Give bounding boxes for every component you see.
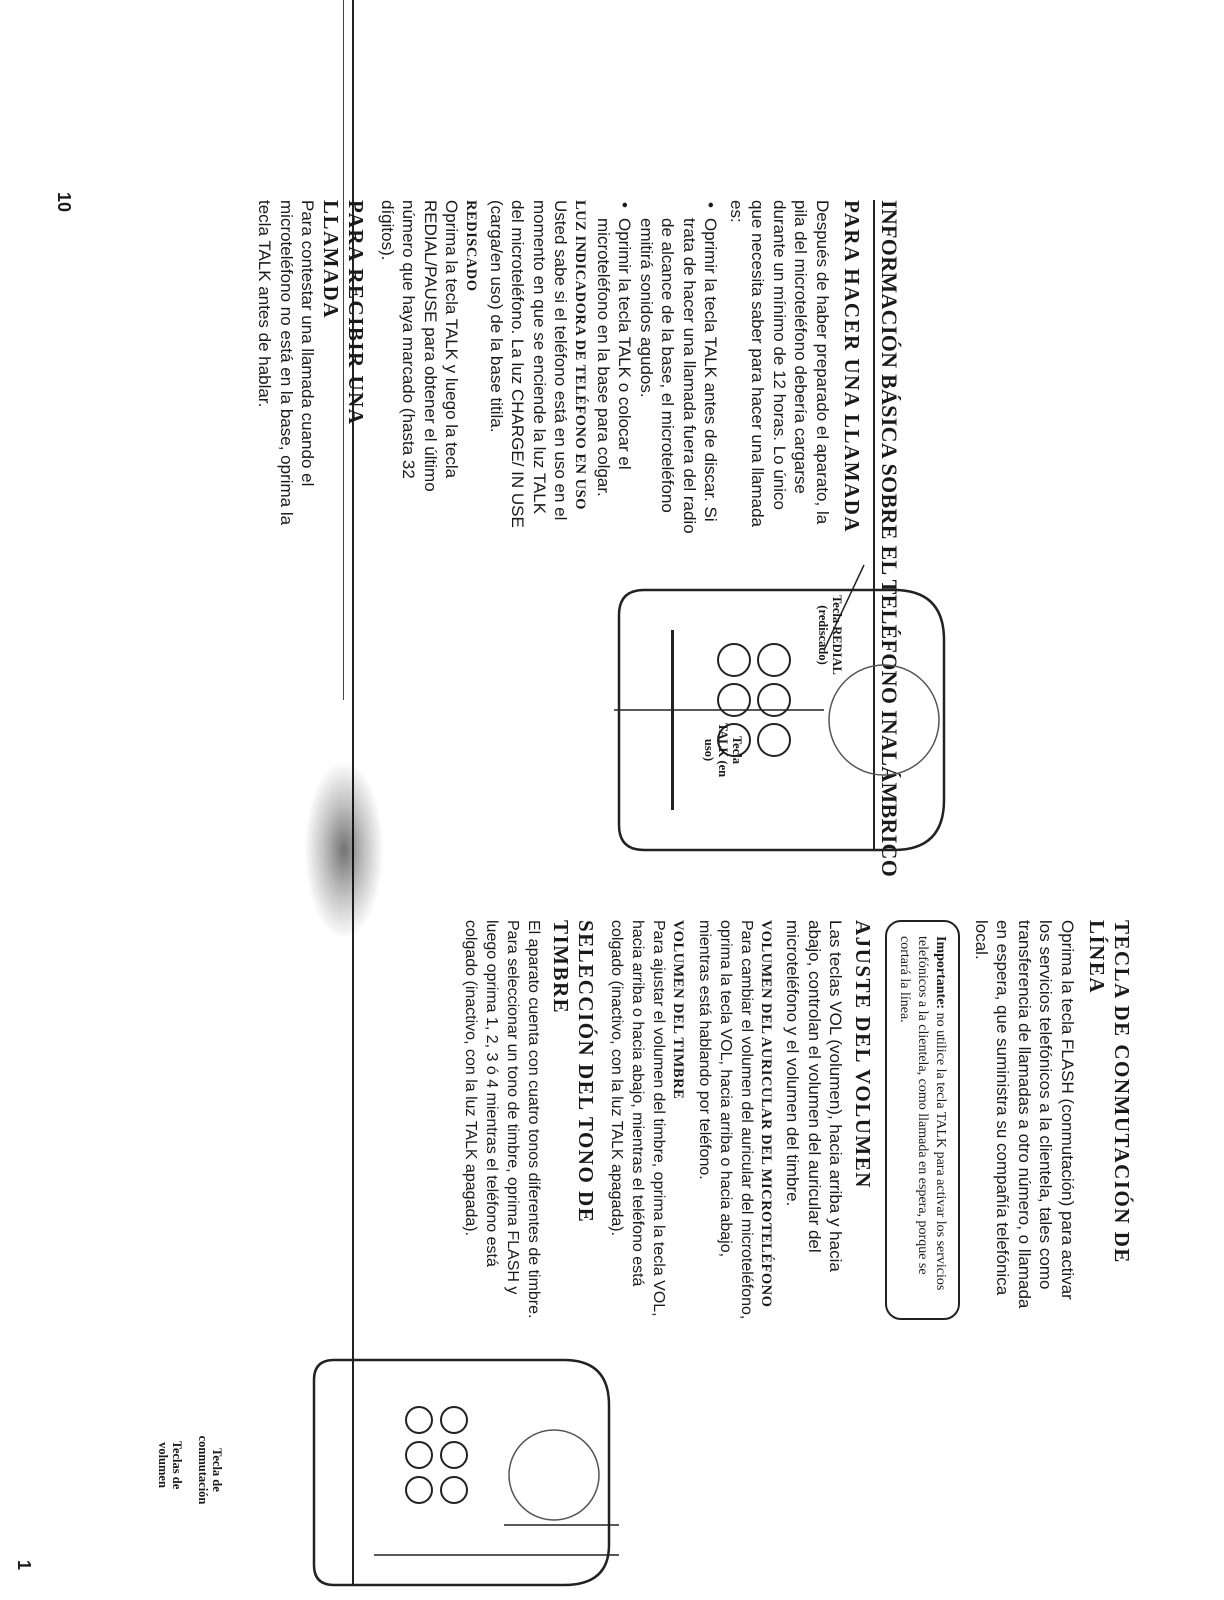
section-heading: AJUSTE DEL VOLUMEN	[851, 920, 876, 1189]
handset-figure-left	[604, 560, 964, 860]
section-body: El aparato cuenta con cuatro tonos diferentes de timbre. Para seleccionar un tono de timbre, oprima FLASH y luego oprima 1, 2, 3 ó 4 mientras el teléfono está colgado (inactivo, con la luz TALK apagada).	[462, 920, 542, 1319]
importante-box	[886, 920, 961, 1320]
right-column	[460, 920, 1134, 1320]
section-body: Oprima la tecla FLASH (conmutación) para activar los servicios telefónicos a la clientela, tales como transferencia de llamadas a otro número, o llamada en espera, que suministra su compañía telefónica local.	[972, 920, 1077, 1309]
bullet-list	[593, 200, 722, 540]
callout-redial: Tecla REDIAL (rediscado)	[816, 595, 844, 675]
scan-shadow	[304, 760, 384, 940]
section-body: Para ajustar el volumen del timbre, oprima la tecla VOL, hacia arriba o hacia abajo, mientras el teléfono está colgado (inactivo, con la luz TALK apagada).	[608, 920, 667, 1317]
page-number-left: 10	[54, 192, 74, 213]
section-body: Oprima la tecla TALK y luego la tecla REDIAL/PAUSE para obtener el último número que haya marcado (hasta 32 dígitos).	[378, 200, 462, 492]
section-heading: SELECCIÓN DEL TONO DE TIMBRE	[549, 920, 598, 1224]
section-body: Para contestar una llamada cuando el microteléfono no está en la base, oprima la tecla TALK antes de hablar.	[255, 200, 318, 526]
section-heading: VOLUMEN DEL TIMBRE	[670, 920, 686, 1100]
page-number-right: 1	[14, 1560, 34, 1571]
section-body: Para cambiar el volumen del auricular del microteléfono, oprima la tecla VOL, hacia arriba o hacia abajo, mientras está hablando por teléfono.	[696, 920, 755, 1320]
section-heading: VOLUMEN DEL AURICULAR DEL MICROTELÉFONO	[758, 920, 774, 1308]
section-heading: TECLA DE CONMUTACIÓN DE LÍNEA	[1085, 920, 1134, 1264]
callout-flash: Tecla de conmutación	[196, 1435, 224, 1505]
bullet-item: • Oprimir la tecla TALK antes de discar. Si trata de hacer una llamada fuera del radio de alcance de la base, el microteléfono emitirá sonidos agudos.	[636, 218, 722, 540]
section-intro: Después de haber preparado el aparato, la pila del microteléfono debería cargarse durante un mínimo de 12 horas. Lo único que necesita saber para hacer una llamada es:	[727, 200, 832, 527]
callout-talk: Tecla TALK (en uso)	[702, 722, 744, 778]
section-heading: LUZ INDICADORA DE TELÉFONO EN USO	[572, 200, 589, 510]
bullet-item: • Oprimir la tecla TALK o colocar el microteléfono en la base para colgar.	[593, 218, 636, 540]
keypad	[406, 1407, 467, 1503]
section-heading: REDISCADO	[463, 200, 480, 292]
section-make-call	[254, 200, 864, 540]
section-body: Las teclas VOL (volumen), hacia arriba y hacia abajo, controlan el volumen del auricular del microteléfono y el volumen del timbre.	[783, 920, 846, 1272]
section-heading: PARA RECIBIR UNA LLAMADA	[319, 200, 369, 425]
importante-text: no utilice la tecla TALK para activar los servicios telefónicos a la clientela, como llamada en espera, porque se cortará la línea.	[897, 936, 949, 1291]
section-heading: PARA HACER UNA LLAMADA	[840, 200, 864, 534]
page-title: INFORMACIÓN BÁSICA SOBRE EL TELÉFONO INALÁMBRICO	[877, 200, 902, 878]
callout-volume: Teclas de volumen	[156, 1440, 184, 1490]
importante-label: Importante:	[933, 936, 949, 1010]
section-body: Usted sabe si el teléfono está en uso en el momento en que se enciende la luz TALK del microteléfono. La luz CHARGE/ IN USE (carga/en uso) de la base titila.	[487, 200, 571, 528]
handset-figure-right	[304, 1340, 624, 1600]
